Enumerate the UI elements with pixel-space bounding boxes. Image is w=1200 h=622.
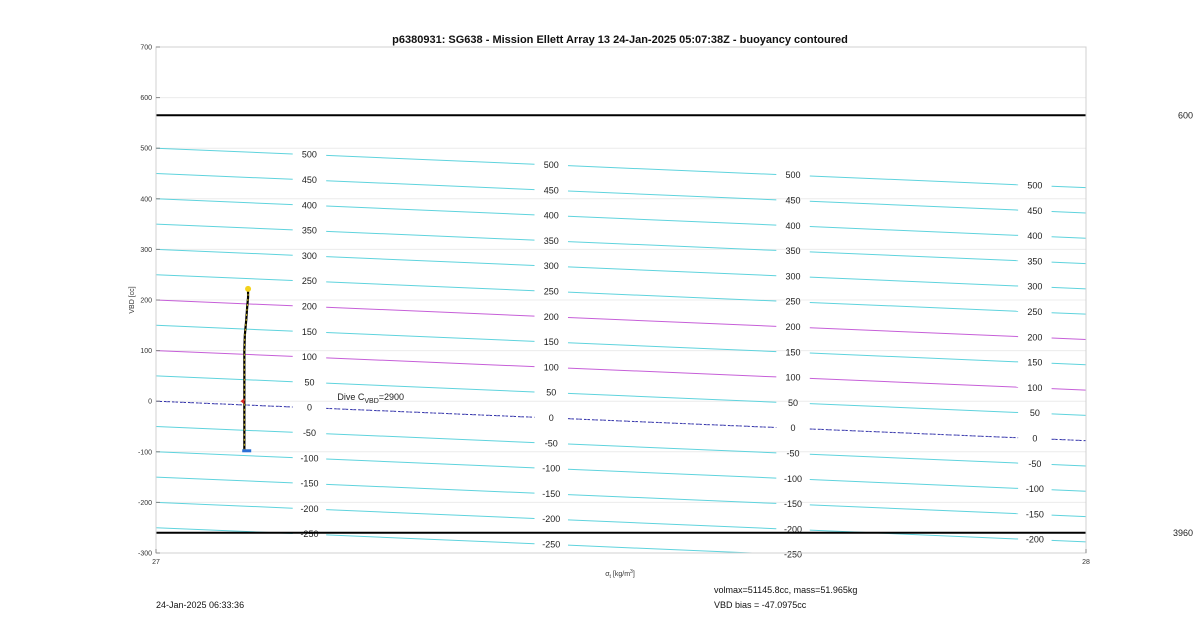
contour-label: -50 — [302, 428, 316, 439]
dive-top-marker — [245, 286, 251, 292]
y-tick-label: -200 — [137, 499, 152, 507]
x-axis-label-end: ] — [632, 571, 635, 578]
y-tick-label: 500 — [140, 145, 152, 153]
contour-label: 250 — [1027, 306, 1043, 317]
footer-volmax: volmax=51145.8cc, mass=51.965kg — [714, 585, 858, 595]
contour-label: -100 — [784, 473, 803, 484]
x-axis-label-sub: t — [609, 574, 611, 580]
contour-label: 500 — [543, 159, 559, 170]
contour-label: -50 — [786, 448, 800, 459]
contour-label: -100 — [300, 453, 319, 464]
annotation-sub: VBD — [364, 398, 379, 406]
y-tick-label: 300 — [140, 246, 152, 254]
contour-label: -50 — [544, 438, 558, 449]
contour-label: 400 — [301, 200, 317, 211]
contour-label: 300 — [543, 261, 559, 272]
contour-label: 0 — [790, 423, 796, 434]
contour-label: 200 — [785, 322, 801, 333]
footer-timestamp: 24-Jan-2025 06:33:36 — [156, 600, 245, 610]
x-tick-label: 27 — [152, 559, 160, 566]
y-tick-label: 0 — [148, 398, 152, 406]
contour-label: -200 — [300, 503, 319, 514]
contour-label: 100 — [1027, 382, 1043, 393]
contour-label: 350 — [785, 246, 801, 257]
contour-label: 300 — [301, 250, 317, 261]
contour-label: -100 — [1025, 484, 1044, 495]
contour-label: -150 — [542, 488, 561, 499]
contour-label: 150 — [1027, 357, 1043, 368]
y-tick-label: 200 — [140, 297, 152, 305]
y-tick-label: 100 — [140, 348, 152, 356]
y-axis-label: VBD [cc] — [129, 286, 136, 314]
contour-label: -200 — [1025, 534, 1044, 545]
contour-label: 200 — [543, 311, 559, 322]
contour-label: 50 — [788, 397, 799, 408]
contour-label: -100 — [542, 463, 561, 474]
contour-label: 350 — [1027, 256, 1043, 267]
contour-label: 450 — [1027, 205, 1043, 216]
contour-label: 450 — [543, 185, 559, 196]
contour-label: 150 — [785, 347, 801, 358]
dive-bottom-marker — [242, 449, 251, 452]
contour-label: 500 — [301, 149, 317, 160]
chart-title: p6380931: SG638 - Mission Ellett Array 13 24-Jan-2025 05:07:38Z - buoyancy contoured — [392, 34, 848, 46]
contour-label: 400 — [785, 220, 801, 231]
y-tick-label: 700 — [140, 44, 152, 52]
contour-label: 300 — [1027, 281, 1043, 292]
contour-label: 100 — [785, 372, 801, 383]
contour-label: -200 — [542, 514, 561, 525]
contour-label: 250 — [301, 276, 317, 287]
contour-label: 450 — [785, 195, 801, 206]
y-tick-label: -300 — [137, 550, 152, 558]
contour-label: 400 — [543, 210, 559, 221]
y-tick-label: 600 — [140, 95, 152, 103]
x-axis-label-unit: [kg/m — [612, 571, 631, 578]
contour-label: 100 — [543, 362, 559, 373]
contour-label: -150 — [1025, 509, 1044, 520]
contour-label: -250 — [300, 529, 319, 540]
x-tick-label: 28 — [1082, 559, 1090, 566]
vbd-limit-label: 600 — [1177, 110, 1193, 121]
contour-label: -250 — [784, 549, 803, 560]
annotation-end: =2900 — [378, 392, 405, 403]
annotation-main: Dive C — [337, 392, 365, 403]
contour-label: 400 — [1027, 231, 1043, 242]
contour-label: 350 — [543, 235, 559, 246]
contour-label: 50 — [546, 387, 557, 398]
footer-vbd-bias: VBD bias = -47.0975cc — [714, 600, 807, 610]
contour-label: 350 — [301, 225, 317, 236]
contour-label: 300 — [785, 271, 801, 282]
contour-label: 150 — [543, 337, 559, 348]
y-tick-label: 400 — [140, 196, 152, 204]
y-tick-label: -100 — [137, 449, 152, 457]
contour-label: -250 — [542, 539, 561, 550]
contour-label: 100 — [301, 352, 317, 363]
x-axis-label-sup: 3 — [630, 569, 633, 575]
contour-label: 200 — [301, 301, 317, 312]
x-axis-label-main: σ — [605, 571, 610, 578]
contour-label: 250 — [543, 286, 559, 297]
contour-label: 200 — [1027, 332, 1043, 343]
contour-label: 50 — [304, 377, 315, 388]
contour-label: -200 — [784, 524, 803, 535]
contour-label: 150 — [301, 326, 317, 337]
contour-label: 250 — [785, 296, 801, 307]
contour-label: 450 — [301, 175, 317, 186]
contour-label: 50 — [1029, 408, 1040, 419]
contour-label: 500 — [1027, 180, 1043, 191]
contour-label: -150 — [300, 478, 319, 489]
x-axis-label — [605, 569, 635, 580]
contour-label: 0 — [306, 402, 312, 413]
contour-label: -50 — [1028, 458, 1042, 469]
vbd-limit-label: 3960 — [1172, 527, 1193, 538]
contour-label: 0 — [1032, 433, 1038, 444]
plot-area — [156, 47, 1193, 560]
contour-label: 0 — [548, 412, 554, 423]
contour-label: 500 — [785, 170, 801, 181]
contour-label: -150 — [784, 499, 803, 510]
